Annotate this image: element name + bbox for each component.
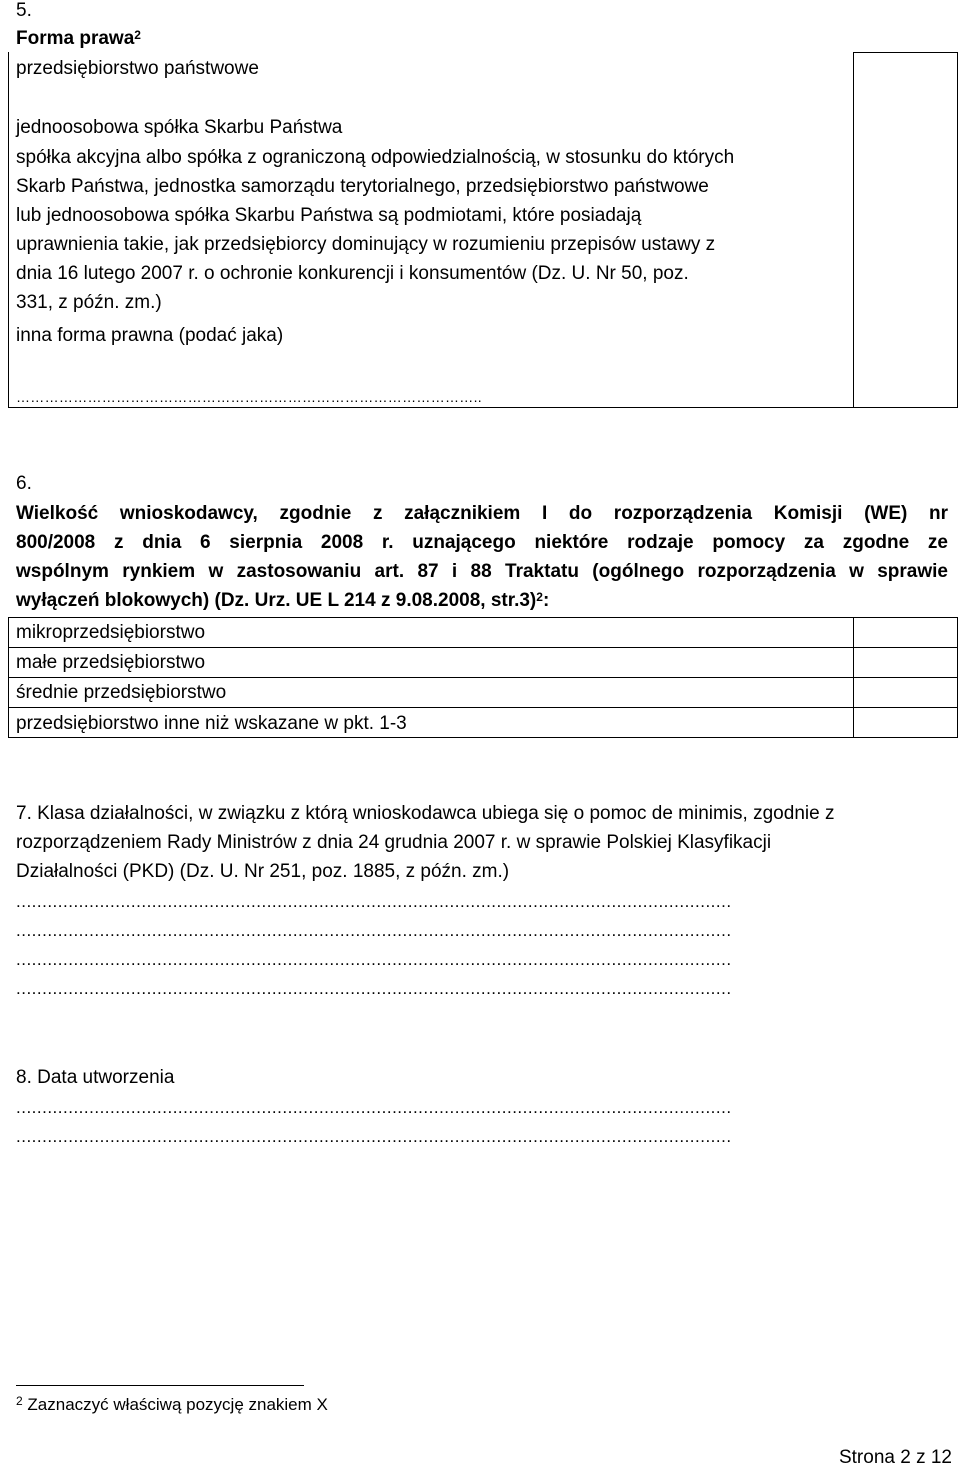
legal-form-option-company-line: uprawnienia takie, jak przedsiębiorcy dominujący w rozumieniu przepisów ustawy z bbox=[16, 234, 716, 255]
section5-title bbox=[16, 28, 141, 50]
legal-form-option-company-line: dnia 16 lutego 2007 r. o ochronie konkurencji i konsumentów (Dz. U. Nr 50, poz. bbox=[16, 263, 689, 284]
section7-title-line: rozporządzeniem Rady Ministrów z dnia 24 grudnia 2007 r. w sprawie Polskiej Klasyfikacji bbox=[16, 832, 772, 853]
creation-date-fill-line[interactable]: ......................................................................................................................................... bbox=[16, 1127, 732, 1146]
company-size-small: małe przedsiębiorstwo bbox=[16, 652, 206, 673]
section6-title-line: wspólnym rynkiem w zastosowaniu art. 87 i 88 Traktatu (ogólnego rozporządzenia w sprawie bbox=[16, 561, 948, 582]
pkd-fill-line[interactable]: ......................................................................................................................................... bbox=[16, 979, 732, 998]
legal-form-other-fill-line[interactable]: …………………………………………………………………………………….. bbox=[16, 389, 482, 405]
footnote-text: Zaznaczyć właściwą pozycję znakiem X bbox=[27, 1395, 328, 1414]
footnote-ref: 2 bbox=[134, 28, 141, 42]
legal-form-option-company-line: 331, z późn. zm.) bbox=[16, 292, 162, 313]
pkd-fill-line[interactable]: ......................................................................................................................................... bbox=[16, 950, 732, 969]
section6-title-line: 800/2008 z dnia 6 sierpnia 2008 r. uznającego niektóre rodzaje pomocy za zgodne ze bbox=[16, 532, 948, 553]
section6-title-colon: : bbox=[542, 590, 550, 611]
footnote-ref: 2 bbox=[536, 590, 543, 604]
section8-title: 8. Data utworzenia bbox=[16, 1067, 175, 1088]
legal-form-checkbox-column[interactable] bbox=[853, 52, 958, 408]
company-size-other: przedsiębiorstwo inne niż wskazane w pkt. 1-3 bbox=[16, 713, 407, 734]
section7-title-line: Działalności (PKD) (Dz. U. Nr 251, poz. 1885, z późn. zm.) bbox=[16, 861, 510, 882]
legal-form-option-sole-shareholder: jednoosobowa spółka Skarbu Państwa bbox=[16, 117, 343, 138]
legal-form-option-company-line: spółka akcyjna albo spółka z ograniczoną odpowiedzialnością, w stosunku do których bbox=[16, 147, 735, 168]
pkd-fill-line[interactable]: ......................................................................................................................................... bbox=[16, 921, 732, 940]
legal-form-left-frame bbox=[8, 52, 853, 408]
legal-form-option-state-enterprise: przedsiębiorstwo państwowe bbox=[16, 58, 259, 79]
footnote-number: 2 bbox=[16, 1394, 23, 1408]
section5-number: 5. bbox=[16, 0, 32, 21]
company-size-checkbox-column[interactable] bbox=[853, 617, 959, 738]
page-number: Strona 2 z 12 bbox=[838, 1447, 952, 1468]
legal-form-option-company-line: Skarb Państwa, jednostka samorządu terytorialnego, przedsiębiorstwo państwowe bbox=[16, 176, 709, 197]
creation-date-fill-line[interactable]: ......................................................................................................................................... bbox=[16, 1098, 732, 1117]
footnote-separator bbox=[16, 1385, 304, 1386]
section7-title-line: 7. Klasa działalności, w związku z którą wnioskodawca ubiega się o pomoc de minimis, zgodnie z bbox=[16, 803, 835, 824]
section6-title-line: Wielkość wnioskodawcy, zgodnie z załącznikiem I do rozporządzenia Komisji (WE) nr bbox=[16, 503, 948, 524]
section6-title-line: wyłączeń blokowych) (Dz. Urz. UE L 214 z 9.08.2008, str.3) bbox=[16, 590, 537, 611]
section5-title-text: Forma prawa bbox=[16, 28, 135, 49]
company-size-medium: średnie przedsiębiorstwo bbox=[16, 682, 227, 703]
company-size-micro: mikroprzedsiębiorstwo bbox=[16, 622, 206, 643]
legal-form-table bbox=[8, 52, 958, 408]
legal-form-option-other: inna forma prawna (podać jaka) bbox=[16, 325, 284, 346]
section6-number: 6. bbox=[16, 473, 32, 494]
section6-title-line-last bbox=[16, 590, 549, 612]
pkd-fill-line[interactable]: ......................................................................................................................................... bbox=[16, 892, 732, 911]
footnote bbox=[16, 1394, 328, 1416]
legal-form-option-company-line: lub jednoosobowa spółka Skarbu Państwa są podmiotami, które posiadają bbox=[16, 205, 642, 226]
